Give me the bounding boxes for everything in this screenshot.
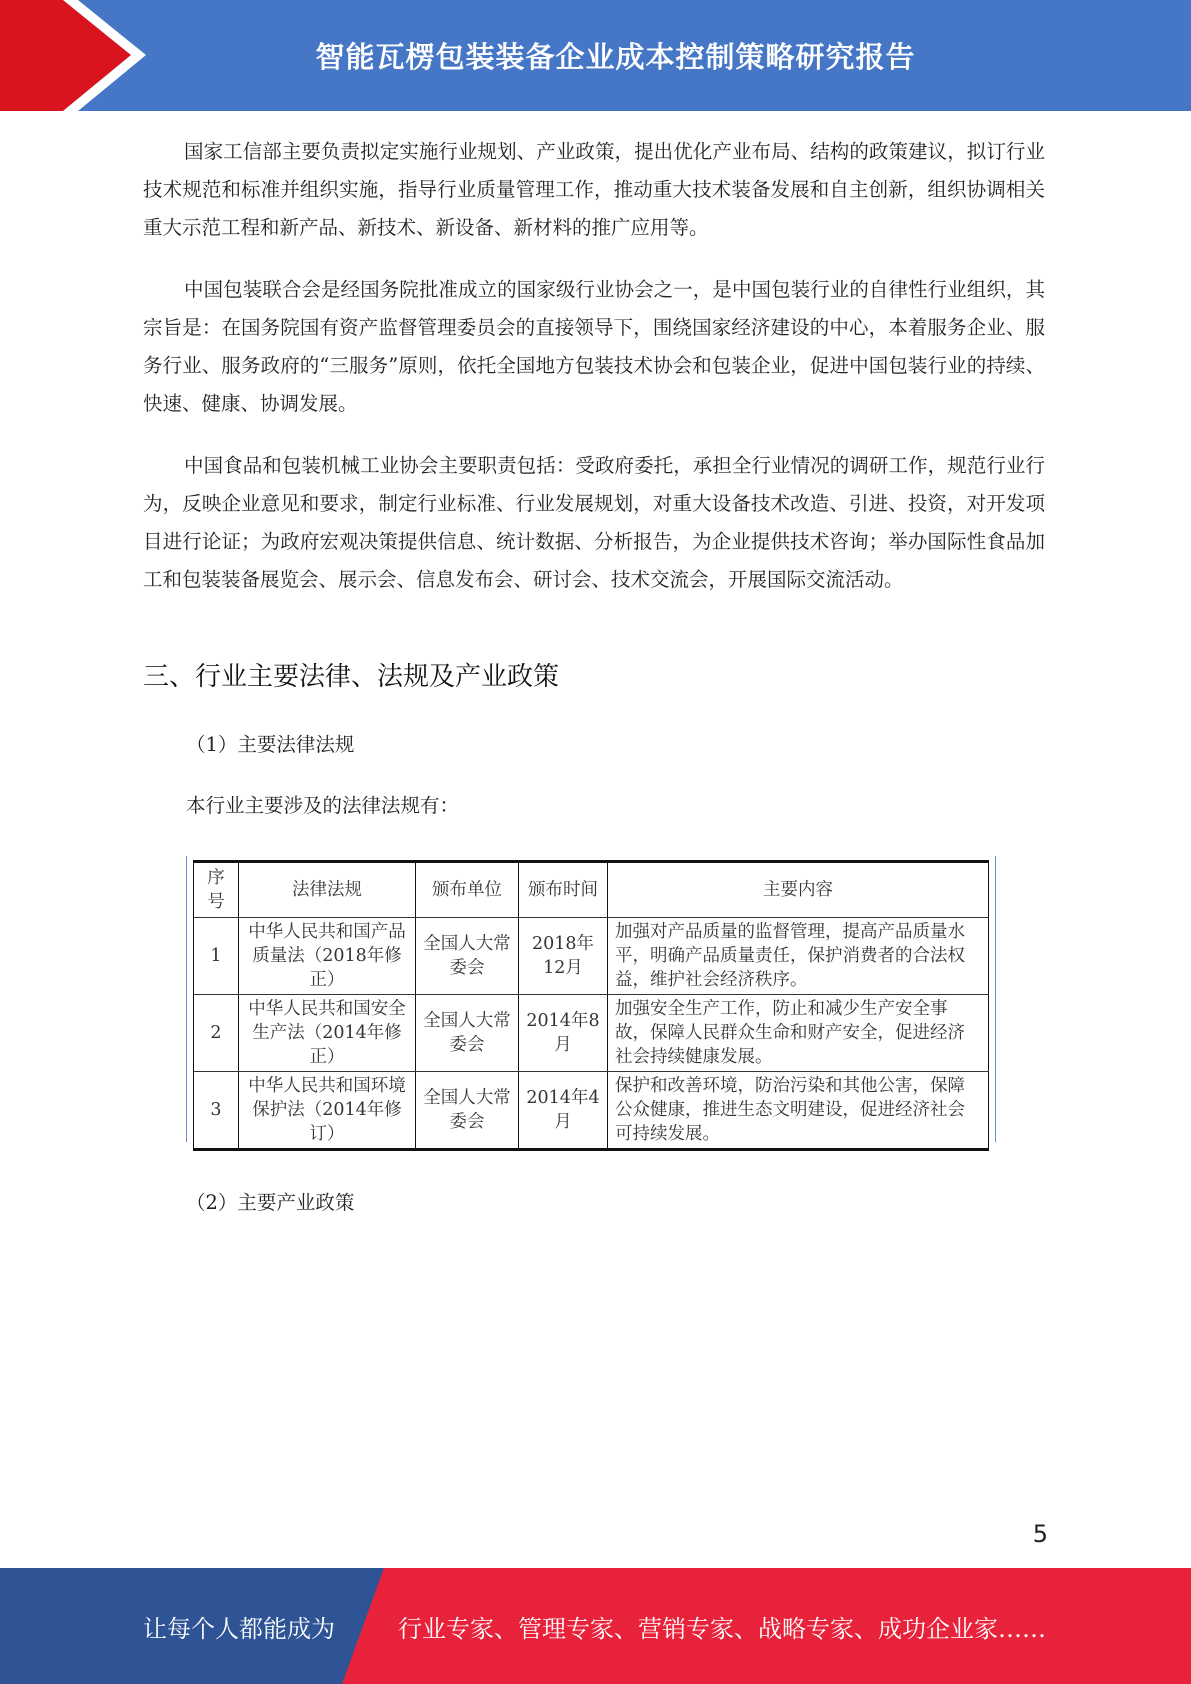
paragraph-2: 中国包装联合会是经国务院批准成立的国家级行业协会之一，是中国包装行业的自律性行业组织，其宗旨是：在国务院国有资产监督管理委员会的直接领导下，围绕国家经济建设的中心，本着服务企业、服务行业、服务政府的“三服务”原则，依托全国地方包装技术协会和包装企业，促进中国包装行业的持续、快速、健康、协调发展。 <box>143 278 1045 415</box>
footer-slogan-left: 让每个人都能成为 <box>143 1614 335 1643</box>
header-cell: 颁布单位 <box>416 862 519 918</box>
table-row <box>194 1072 989 1150</box>
cell-date: 2014年8月 <box>519 995 608 1072</box>
footer-slogan-right: 行业专家、管理专家、营销专家、战略专家、成功企业家…… <box>398 1614 1046 1643</box>
cell-issuer: 全国人大常委会 <box>416 918 519 995</box>
cell-content: 加强对产品质量的监督管理，提高产品质量水平，明确产品质量责任，保护消费者的合法权益，维护社会经济秩序。 <box>608 918 989 995</box>
table-row <box>194 918 989 995</box>
cell-law: 中华人民共和国安全生产法（2014年修正） <box>239 995 416 1072</box>
page-number: 5 <box>1032 1520 1048 1548</box>
subsection-laws: （1）主要法律法规 <box>186 733 355 756</box>
header-cell: 主要内容 <box>608 862 989 918</box>
header-cell: 序号 <box>194 862 239 918</box>
laws-table-container <box>186 856 996 1142</box>
cell-law: 中华人民共和国产品质量法（2018年修正） <box>239 918 416 995</box>
cell-content: 加强安全生产工作，防止和减少生产安全事故，保障人民群众生命和财产安全，促进经济社会持续健康发展。 <box>608 995 989 1072</box>
table-intro: 本行业主要涉及的法律法规有： <box>186 794 460 817</box>
table-row <box>194 995 989 1072</box>
cell-date: 2014年4月 <box>519 1072 608 1150</box>
cell-index: 1 <box>194 918 239 995</box>
table-header-row <box>194 862 989 918</box>
header-banner <box>0 0 1191 111</box>
paragraph-1: 国家工信部主要负责拟定实施行业规划、产业政策，提出优化产业布局、结构的政策建议，拟订行业技术规范和标准并组织实施，指导行业质量管理工作，推动重大技术装备发展和自主创新，组织协调相关重大示范工程和新产品、新技术、新设备、新材料的推广应用等。 <box>143 140 1045 239</box>
paragraph-3: 中国食品和包装机械工业协会主要职责包括：受政府委托，承担全行业情况的调研工作，规范行业行为，反映企业意见和要求，制定行业标准、行业发展规划，对重大设备技术改造、引进、投资，对开发项目进行论证；为政府宏观决策提供信息、统计数据、分析报告，为企业提供技术咨询；举办国际性食品加工和包装装备展览会、展示会、信息发布会、研讨会、技术交流会，开展国际交流活动。 <box>143 454 1045 591</box>
cell-index: 2 <box>194 995 239 1072</box>
section-heading: 三、行业主要法律、法规及产业政策 <box>143 662 560 692</box>
footer-banner <box>0 1568 1191 1684</box>
cell-issuer: 全国人大常委会 <box>416 995 519 1072</box>
cell-law: 中华人民共和国环境保护法（2014年修订） <box>239 1072 416 1150</box>
cell-issuer: 全国人大常委会 <box>416 1072 519 1150</box>
header-cell: 法律法规 <box>239 862 416 918</box>
cell-index: 3 <box>194 1072 239 1150</box>
report-title: 智能瓦楞包装装备企业成本控制策略研究报告 <box>315 40 916 74</box>
subsection-policies: （2）主要产业政策 <box>186 1191 355 1214</box>
header-cell: 颁布时间 <box>519 862 608 918</box>
cell-content: 保护和改善环境，防治污染和其他公害，保障公众健康，推进生态文明建设，促进经济社会可持续发展。 <box>608 1072 989 1150</box>
laws-table <box>193 860 989 1151</box>
cell-date: 2018年12月 <box>519 918 608 995</box>
arrow-decoration-icon <box>0 0 160 111</box>
